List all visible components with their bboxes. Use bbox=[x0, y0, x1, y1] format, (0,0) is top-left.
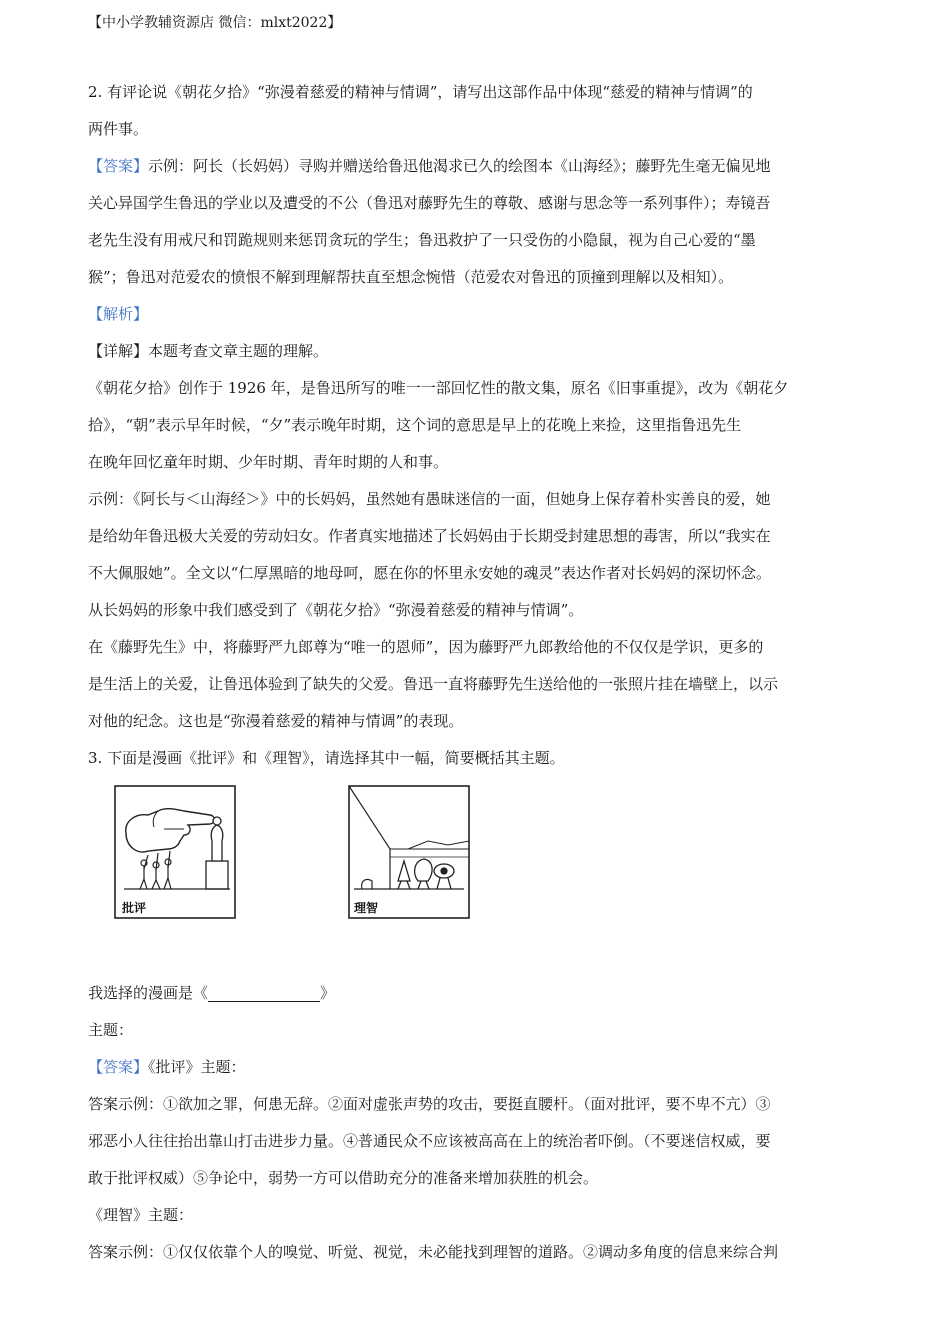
q2-line-1: 2. 有评论说《朝花夕拾》“弥漫着慈爱的精神与情调”，请写出这部作品中体现“慈爱的精神与情调”的 bbox=[88, 83, 753, 101]
lizhi-intro: 《理智》主题： bbox=[88, 1206, 194, 1224]
detail-line-6: 不大佩服她”。全文以“仁厚黑暗的地母呵，愿在你的怀里永安她的魂灵”表达作者对长妈妈的深切怀念。 bbox=[88, 564, 772, 582]
lizhi-line-1: 答案示例：①仅仅依靠个人的嗅觉、听觉、视觉，未必能找到理智的道路。②调动多角度的信息来综合判 bbox=[88, 1243, 779, 1261]
q3-answer-line-3: 敢于批评权威）⑤争论中，弱势一方可以借助充分的准备来增加获胜的机会。 bbox=[88, 1169, 599, 1187]
answer-tag: 【答案】 bbox=[88, 157, 149, 175]
q2-answer-line-2: 关心异国学生鲁迅的学业以及遭受的不公（鲁迅对藤野先生的尊敬、感谢与思念等一系列事件）；寿镜吾 bbox=[88, 194, 771, 212]
detail-line-9: 是生活上的关爱，让鲁迅体验到了缺失的父爱。鲁迅一直将藤野先生送给他的一张照片挂在墙壁上，以示 bbox=[88, 675, 779, 693]
q2-line-2: 两件事。 bbox=[88, 120, 149, 138]
theme-label: 主题： bbox=[88, 1021, 134, 1039]
detail-line-4: 示例：《阿长与＜山海经＞》中的长妈妈，虽然她有愚昧迷信的一面，但她身上保存着朴实善良的爱，她 bbox=[88, 490, 771, 508]
detail-line-7: 从长妈妈的形象中我们感受到了《朝花夕拾》“弥漫着慈爱的精神与情调”。 bbox=[88, 601, 584, 619]
cartoon-criticism-image bbox=[114, 785, 236, 919]
choose-line: 我选择的漫画是《 》 bbox=[88, 975, 868, 1012]
document-body bbox=[88, 74, 868, 1271]
answer-blank[interactable] bbox=[208, 981, 320, 1002]
detail-line-2: 拾》，“朝”表示早年时候，“夕”表示晚年时期，这个词的意思是早上的花晚上来捡，这里指鲁迅先生 bbox=[88, 416, 742, 434]
q2-answer-line-4: 猴”；鲁迅对范爱农的愤恨不解到理解帮扶直至想念惋惜（范爱农对鲁迅的顶撞到理解以及相知）。 bbox=[88, 268, 734, 286]
source-watermark: 【中小学教辅资源店 微信：mlxt2022】 bbox=[88, 15, 342, 31]
cartoon-reason-caption: 理智 bbox=[354, 901, 379, 915]
q2-answer-line-1: 【答案】示例：阿长（长妈妈）寻购并赠送给鲁迅他渴求已久的绘图本《山海经》；藤野先生毫无偏见地 bbox=[88, 157, 771, 175]
question-3 bbox=[88, 740, 868, 1271]
cartoon-reason-image bbox=[348, 785, 470, 919]
cartoon-figures bbox=[88, 777, 868, 975]
detail-line: 【详解】本题考查文章主题的理解。 bbox=[88, 342, 329, 360]
q3-answer-line-2: 邪恶小人往往抬出靠山打击进步力量。④普通民众不应该被高高在上的统治者吓倒。（不要迷信权威，要 bbox=[88, 1132, 771, 1150]
answer-tag: 【答案】 bbox=[88, 1058, 149, 1076]
q3-answer-line-1: 答案示例：①欲加之罪，何患无辞。②面对虚张声势的攻击，要挺直腰杆。（面对批评，要不卑不亢）③ bbox=[88, 1095, 771, 1113]
detail-line-3: 在晚年回忆童年时期、少年时期、青年时期的人和事。 bbox=[88, 453, 449, 471]
analysis-heading: 【解析】 bbox=[88, 305, 149, 323]
detail-line-5: 是给幼年鲁迅极大关爱的劳动妇女。作者真实地描述了长妈妈由于长期受封建思想的毒害，所以“我实在 bbox=[88, 527, 771, 545]
detail-line-1: 《朝花夕拾》创作于 1926 年，是鲁迅所写的唯一一部回忆性的散文集，原名《旧事重提》，改为《朝花夕 bbox=[88, 379, 789, 397]
detail-line-10: 对他的纪念。这也是“弥漫着慈爱的精神与情调”的表现。 bbox=[88, 712, 464, 730]
cartoon-criticism-caption: 批评 bbox=[122, 901, 147, 915]
question-2 bbox=[88, 74, 868, 740]
q3-question: 3. 下面是漫画《批评》和《理智》，请选择其中一幅，简要概括其主题。 bbox=[88, 749, 565, 767]
detail-line-8: 在《藤野先生》中，将藤野严九郎尊为“唯一的恩师”，因为藤野严九郎教给他的不仅仅是学识，更多的 bbox=[88, 638, 764, 656]
q2-answer-line-3: 老先生没有用戒尺和罚跪规则来惩罚贪玩的学生；鲁迅救护了一只受伤的小隐鼠，视为自己心爱的“墨 bbox=[88, 231, 756, 249]
detail-tag: 【详解】 bbox=[88, 342, 149, 360]
q3-answer-intro: 【答案】《批评》主题： bbox=[88, 1058, 246, 1076]
